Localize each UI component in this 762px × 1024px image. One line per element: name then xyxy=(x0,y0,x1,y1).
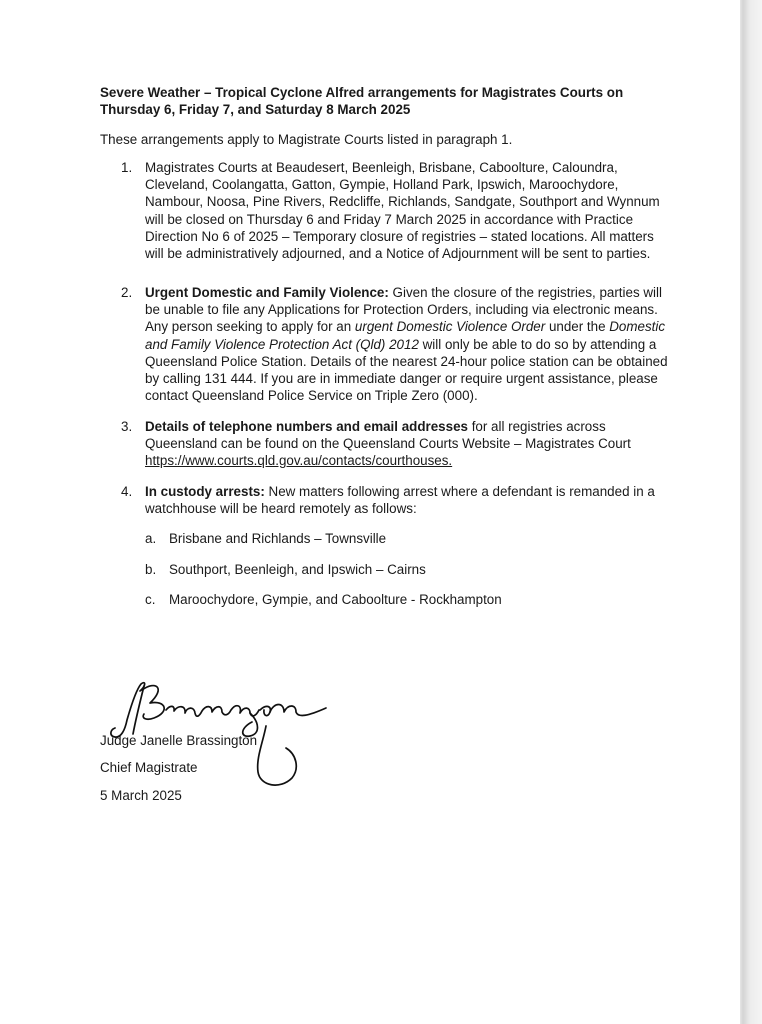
sublist-text: Southport, Beenleigh, and Ipswich – Cairns xyxy=(169,561,426,577)
sublist-letter: b. xyxy=(145,561,157,577)
list-item xyxy=(100,418,675,470)
sublist-item xyxy=(145,591,675,608)
item-italic-text: urgent Domestic Violence Order xyxy=(354,319,546,335)
item-text: for all registries across Queensland can be found on the Queensland Courts Website – Magistrates Court xyxy=(145,418,631,452)
custody-sublist xyxy=(145,530,675,608)
sublist-letter: c. xyxy=(145,591,156,607)
sublist-text: Brisbane and Richlands – Townsville xyxy=(169,531,387,547)
signature-block xyxy=(100,678,440,818)
list-item xyxy=(100,483,675,608)
sublist-letter: a. xyxy=(145,531,157,547)
list-item xyxy=(100,284,675,405)
document-body xyxy=(100,84,675,608)
document-title: Severe Weather – Tropical Cyclone Alfred arrangements for Magistrates Courts on Thursday 6, Friday 7, and Saturday 8 March 2025 xyxy=(100,85,624,118)
item-number: 3. xyxy=(121,418,133,434)
item-text: Magistrates Courts at Beaudesert, Beenleigh, Brisbane, Caboolture, Caloundra, Cleveland, Coolangatta, Gatton, Gympie, Holland Park, Ipswich, Maroochydore, Nambour, Noosa, Pine Rivers, Redcliffe, Richlands, Sandgate, Southport and Wynnum will be closed on Thursday 6 and Friday 7 March 2025 in accordance with Practice Direction No 6 of 2025 – Temporary closure of registries – stated locations. All matters will be administratively adjourned, and a Notice of Adjournment will be sent to parties. xyxy=(145,159,660,262)
arrangements-list xyxy=(100,159,675,608)
item-number: 4. xyxy=(121,483,133,499)
item-text: will only be able to do so by attending a Queensland Police Station. Details of the nearest 24-hour police station can be obtained by calling 131 444. If you are in immediate danger or require urgent assistance, please contact Queensland Police Service on Triple Zero (000). xyxy=(145,336,668,404)
item-text: Given the closure of the registries, parties will be unable to file any Applications for Protection Orders, including via electronic means. Any person seeking to apply for an xyxy=(145,284,662,335)
item-text: under the xyxy=(545,319,610,335)
sublist-text: Maroochydore, Gympie, and Caboolture - Rockhampton xyxy=(169,591,502,607)
intro-paragraph: These arrangements apply to Magistrate Courts listed in paragraph 1. xyxy=(100,131,513,147)
page-edge-shadow xyxy=(740,0,762,1024)
list-item xyxy=(100,159,675,263)
courthouses-link[interactable]: https://www.courts.qld.gov.au/contacts/courthouses. xyxy=(145,453,453,469)
signatory-role: Chief Magistrate xyxy=(100,760,198,775)
item-lead: Details of telephone numbers and email addresses xyxy=(145,418,468,434)
item-number: 1. xyxy=(121,159,133,175)
signature-date: 5 March 2025 xyxy=(100,788,182,803)
sublist-item xyxy=(145,561,675,578)
signatory-name: Judge Janelle Brassington xyxy=(100,733,258,748)
item-lead: In custody arrests: xyxy=(145,483,265,499)
item-lead: Urgent Domestic and Family Violence: xyxy=(145,284,389,300)
item-number: 2. xyxy=(121,284,133,300)
item-italic-text: Domestic and Family Violence Protection Act (Qld) 2012 xyxy=(145,319,666,352)
sublist-item xyxy=(145,530,675,547)
item-text: New matters following arrest where a defendant is remanded in a watchhouse will be heard remotely as follows: xyxy=(145,483,655,516)
